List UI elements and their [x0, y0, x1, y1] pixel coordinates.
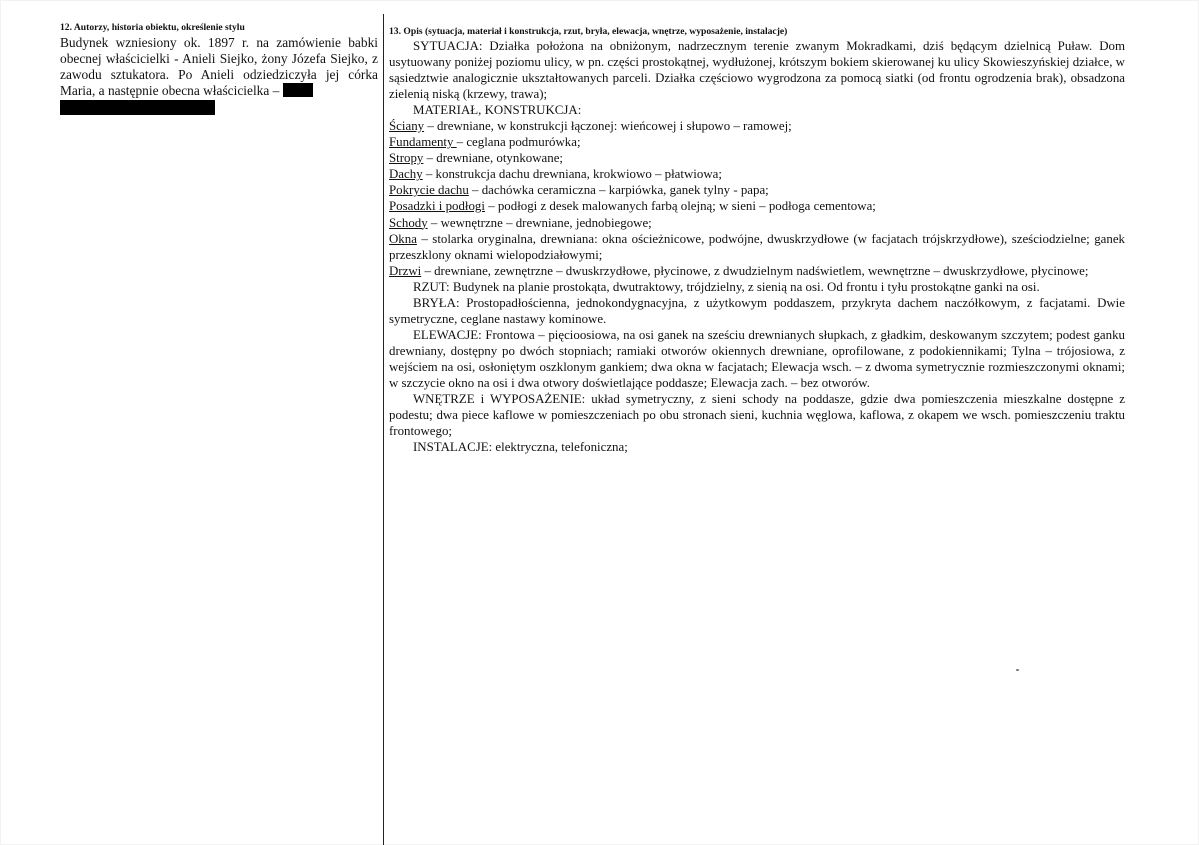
material-text: – drewniane, otynkowane;	[423, 151, 563, 166]
rzut-paragraph: RZUT: Budynek na planie prostokąta, dwutraktowy, trójdzielny, z sienią na osi. Od frontu i tyłu prostokątne ganki na osi.	[413, 279, 1040, 294]
material-label: Stropy	[389, 151, 424, 166]
section-12-text	[60, 35, 378, 115]
bryla-paragraph: BRYŁA: Prostopadłościenna, jednokondygnacyjna, z użytkowym poddaszem, przykryta dachem naczółkowym, z facjatami. Dwie symetryczne, ceglane nastawy kominowe.	[389, 295, 1125, 326]
redaction-bar-2	[60, 100, 215, 115]
redaction-bar	[283, 83, 313, 97]
material-text: – konstrukcja dachu drewniana, krokwiowo – płatwiowa;	[422, 167, 722, 182]
material-item-pokrycie	[389, 182, 1125, 198]
material-text: – drewniane, zewnętrzne – dwuskrzydłowe, płycinowe, z dwudzielnym nadświetlem, wewnętrzne – dwuskrzydłowe, płycinowe;	[421, 263, 1089, 278]
material-label: Dachy	[389, 167, 423, 182]
scan-speck	[1016, 669, 1019, 671]
section-12	[60, 22, 378, 115]
material-item-schody	[389, 215, 1125, 231]
material-item-stropy	[389, 150, 1125, 166]
elewacje-paragraph: ELEWACJE: Frontowa – pięcioosiowa, na osi ganek na sześciu drewnianych słupkach, z gładkim, deskowanym szczytem; podest ganku drewniany, dostępny po dwóch stopniach; ramiaki otworów okiennych drewniane, oprofilowane, z podokiennikami; Tylna – trójosiowa, z wejściem na osi, osłoniętym oszklonym gankiem; dwa okna w facjatach; Elewacja wsch. – z dwoma symetrycznie rozmieszczonymi oknami; w szczycie okno na osi i dwa otwory doświetlające poddasze; Elewacja zach. – bez otworów.	[389, 327, 1125, 390]
material-label: Pokrycie dachu	[389, 183, 469, 198]
section-13	[389, 26, 1125, 455]
material-text: – wewnętrzne – drewniane, jednobiegowe;	[427, 215, 652, 230]
material-label: Drzwi	[389, 263, 422, 278]
material-text: – podłogi z desek malowanych farbą olejną; w sieni – podłoga cementowa;	[484, 199, 876, 214]
material-label: Fundamenty	[389, 135, 457, 150]
material-label: Okna	[389, 231, 417, 246]
material-label: Schody	[389, 215, 428, 230]
material-text: – dachówka ceramiczna – karpiówka, ganek tylny - papa;	[468, 183, 769, 198]
column-divider	[383, 14, 384, 845]
instalacje-paragraph: INSTALACJE: elektryczna, telefoniczna;	[413, 440, 628, 455]
section-12-heading: 12. Autorzy, historia obiektu, określenie stylu	[60, 22, 245, 33]
material-text: – stolarka oryginalna, drewniana: okna ościeżnicowe, podwójne, dwuskrzydłowe (w facjatach trójskrzydłowe), sześciodzielne; ganek przeszklony oknami wielopodziałowymi;	[389, 231, 1125, 262]
material-text: – drewniane, w konstrukcji łączonej: wieńcowej i słupowo – ramowej;	[424, 119, 792, 134]
wnetrze-paragraph: WNĘTRZE i WYPOSAŻENIE: układ symetryczny, z sieni schody na poddasze, gdzie dwa pomieszczenia mieszkalne dostępne z podestu; dwa piece kaflowe w pomieszczeniach po obu stronach sieni, kuchnia węglowa, kaflowa, z okapem we wsch. pomieszczeniu traktu frontowego;	[389, 392, 1125, 439]
material-item-sciany	[389, 118, 1125, 134]
material-heading: MATERIAŁ, KONSTRUKCJA:	[413, 103, 582, 118]
material-item-okna	[389, 231, 1125, 263]
material-text: – ceglana podmurówka;	[456, 135, 581, 150]
sytuacja-paragraph: SYTUACJA: Działka położona na obniżonym, nadrzecznym terenie zwanym Mokradkami, dziś będącym dzielnicą Puław. Dom usytuowany poniżej poziomu ulicy, w pn. części prostokątnej, wydłużonej, krótszym bokiem skierowanej ku ulicy Skowieszyńskiej działce, w sąsiedztwie analogicznie ukształtowanych parceli. Działka częściowo wygrodzona za pomocą siatki (od frontu ogrodzenia brak), obsadzona zielenią niską (krzewy, trawa);	[389, 39, 1125, 102]
material-item-drzwi	[389, 263, 1125, 279]
section-13-heading: 13. Opis (sytuacja, materiał i konstrukcja, rzut, bryła, elewacja, wnętrze, wyposażenie, instalacje)	[389, 26, 788, 37]
material-label: Posadzki i podłogi	[389, 199, 485, 214]
material-item-posadzki	[389, 198, 1125, 214]
history-text: Budynek wzniesiony ok. 1897 r. na zamówienie babki obecnej właścicielki - Anieli Siejko, żony Józefa Siejko, z zawodu sztukatora. Po Anieli odziedziczyła jej córka Maria, a następnie obecna właścicielka –	[60, 35, 378, 98]
material-item-fundamenty	[389, 134, 1125, 150]
material-label: Ściany	[389, 119, 425, 134]
material-item-dachy	[389, 166, 1125, 182]
